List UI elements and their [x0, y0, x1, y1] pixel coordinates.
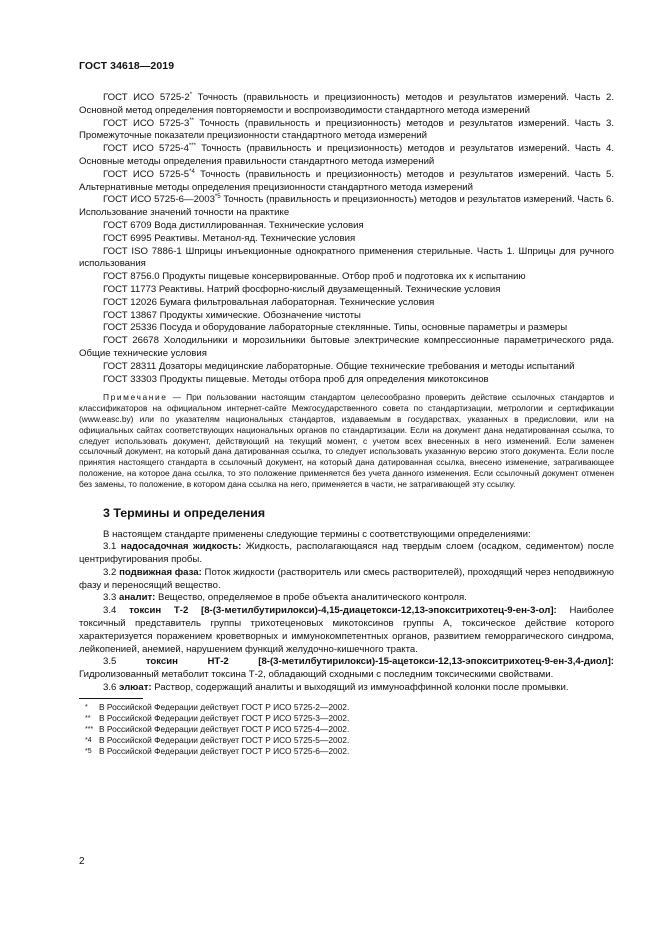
reference-title: Точность (правильность и прецизионность) методов и результатов измерений. Часть 6. Использование значений точности на практике	[79, 194, 614, 219]
reference-title: Дозаторы медицинские лабораторные. Общие технические требования и методы испытаний	[156, 360, 575, 372]
reference-code: ГОСТ 12026	[103, 296, 157, 308]
reference-title: Шприцы инъекционные однократного применения стерильные. Часть 1. Шприцы для ручного использования	[79, 245, 614, 270]
document-body	[79, 92, 614, 757]
reference-code: ГОСТ ИСО 5725-5	[103, 168, 190, 180]
term-number: 3.5	[103, 656, 146, 668]
reference-item	[79, 284, 614, 297]
reference-code: ГОСТ 6709	[103, 219, 152, 231]
reference-title: Продукты химические. Обозначение чистоты	[156, 309, 361, 321]
reference-title: Бумага фильтровальная лабораторная. Технические условия	[156, 296, 435, 308]
footnote-mark: *5	[85, 747, 92, 755]
reference-title: Точность (правильность и прецизионность) методов и результатов измерений. Часть 3. Промежуточные показатели прецизионности стандартного метода измерений	[79, 117, 614, 142]
term-name: аналит:	[119, 592, 156, 604]
term-definition	[79, 592, 614, 605]
footnote	[79, 702, 614, 713]
reference-code: ГОСТ 28311	[103, 360, 157, 372]
term-text: Вещество, определяемое в пробе объекта аналитического контроля.	[155, 592, 467, 604]
reference-title: Точность (правильность и прецизионность) методов и результатов измерений. Часть 4. Основные методы определения правильности стандартного метода измерений	[79, 143, 614, 167]
footnote	[79, 724, 614, 735]
footnote-mark: **	[85, 714, 91, 722]
footnote	[79, 713, 614, 724]
term-number: 3.6	[103, 682, 120, 694]
reference-item	[79, 118, 614, 144]
footnotes-list	[79, 702, 614, 757]
term-name: подвижная фаза:	[119, 566, 202, 578]
section-3-intro: В настоящем стандарте применены следующие термины с соответствующими определениями:	[103, 528, 531, 540]
footnote-text: В Российской Федерации действует ГОСТ Р ИСО 5725-2—2002.	[99, 701, 350, 712]
reference-code: ГОСТ 25336	[103, 322, 157, 334]
term-name: токсин НТ-2 [8-(3-метилбутирилокси)-15-ацетокси-12,13-эпокситрихотец-9-ен-3,4-диол]:	[145, 656, 614, 668]
term-text: Жидкость, располагающаяся над твердым слоем (осадком, седиментом) после центрифугирования пробы.	[79, 541, 614, 566]
term-name: токсин Т-2 [8-(3-метилбутирилокси)-4,15-диацетокси-12,13-эпокситрихотец-9-ен-3-ол]:	[129, 605, 557, 617]
reference-code: ГОСТ ИСО 5725-3	[103, 117, 190, 129]
footnote-text: В Российской Федерации действует ГОСТ Р ИСО 5725-6—2002.	[99, 745, 350, 756]
page-number: 2	[79, 856, 85, 867]
reference-code: ГОСТ ИСО 5725-2	[103, 92, 190, 103]
reference-title: Реактивы. Метанол-яд. Технические условия	[151, 232, 356, 244]
reference-code: ГОСТ ISO 7886-1	[103, 245, 182, 257]
reference-item	[79, 322, 614, 335]
reference-item	[79, 335, 614, 361]
reference-title: Продукты пищевые консервированные. Отбор проб и подготовка их к испытанию	[159, 271, 526, 283]
term-definition	[79, 567, 614, 593]
reference-code: ГОСТ ИСО 5725-6—2003	[103, 194, 215, 206]
reference-footnote-mark: **	[189, 117, 194, 124]
reference-item	[79, 233, 614, 246]
reference-code: ГОСТ 6995	[103, 232, 152, 244]
reference-title: Точность (правильность и прецизионность) методов и результатов измерений. Часть 5. Альтернативные методы определения прецизионности стандартного метода измерений	[79, 168, 614, 193]
reference-item	[79, 271, 614, 284]
reference-title: Точность (правильность и прецизионность) методов и результатов измерений. Часть 2. Основной метод определения повторяемости и воспроизводимости стандартного метода измерений	[79, 92, 614, 116]
term-text: Гидролизованный метаболит токсина Т-2, обладающий сходными с последним токсическими свойствами.	[79, 669, 554, 681]
footnote	[79, 735, 614, 746]
footnote-mark: *	[85, 703, 88, 711]
reference-title: Вода дистиллированная. Технические условия	[151, 219, 364, 231]
reference-item	[79, 143, 614, 169]
reference-title: Продукты пищевые. Методы отбора проб для определения микотоксинов	[156, 373, 489, 385]
reference-title: Посуда и оборудование лабораторные стеклянные. Типы, основные параметры и размеры	[156, 322, 568, 334]
term-text: Наиболее токсичный представитель группы трихотеценовых микотоксинов группы А, токсическое действие которого характеризуется поражением кроветворных и иммунокомпетентных органов, развитием геморрагического синдрома, лейкопенией, анемией, нарушением функций желудочно-кишечного тракта.	[79, 605, 614, 655]
note-label: Примечание	[103, 392, 168, 403]
footnote-mark: ***	[85, 725, 94, 733]
reference-item	[79, 194, 614, 220]
note-text: — При пользовании настоящим стандартом целесообразно проверить действие ссылочных стандартов и классификаторов на официальном интернет-сайте Межгосударственного совета по стандартизации, метрологии и сертификации (www.easc.by) или по указателям национальных стандартов, издаваемым в государствах, указанных в предисловии, или на официальных сайтах соответствующих национальных органов по стандартизации. Если на документ дана недатированная ссылка, то следует использовать документ, действующий на текущий момент, с учетом всех внесенных в него изменений. Если заменен ссылочный документ, на который дана датированная ссылка, то следует использовать указанную версию этого документа. Если после принятия настоящего стандарта в ссылочный документ, на который дана датированная ссылка, внесено изменение, затрагивающее положение, на которое дана ссылка, то это положение применяется без учета данного изменения. Если ссылочный документ отменен без замены, то положение, в котором дана ссылка на него, применяется в части, не затрагивающей эту ссылку.	[79, 392, 614, 489]
reference-footnote-mark: *4	[189, 168, 195, 175]
reference-footnote-mark: *	[189, 92, 193, 98]
term-number: 3.2	[103, 566, 120, 578]
term-number: 3.1	[103, 541, 121, 553]
reference-item	[79, 92, 614, 118]
reference-code: ГОСТ ИСО 5725-4	[103, 143, 189, 155]
normative-references-list	[79, 92, 614, 386]
footnote-divider	[79, 698, 143, 699]
reference-item	[79, 374, 614, 387]
footnote-text: В Российской Федерации действует ГОСТ Р ИСО 5725-4—2002.	[99, 723, 350, 734]
section-3-title: 3 Термины и определения	[103, 505, 266, 520]
reference-title: Холодильники и морозильники бытовые электрические компрессионные параметрического ряда. Общие технические условия	[79, 335, 615, 359]
references-note	[79, 392, 614, 489]
reference-item	[79, 169, 614, 195]
term-definition	[79, 656, 614, 682]
term-definition	[79, 682, 614, 695]
footnote-text: В Российской Федерации действует ГОСТ Р ИСО 5725-5—2002.	[99, 734, 350, 745]
reference-item	[79, 297, 614, 310]
terms-list	[79, 541, 614, 695]
term-name: элюат:	[119, 682, 152, 694]
reference-item	[79, 310, 614, 323]
reference-code: ГОСТ 11773	[103, 283, 157, 295]
reference-item	[79, 220, 614, 233]
footnote-text: В Российской Федерации действует ГОСТ Р ИСО 5725-3—2002.	[99, 712, 350, 723]
term-definition	[79, 541, 614, 567]
reference-code: ГОСТ 8756.0	[103, 271, 160, 283]
reference-item	[79, 361, 614, 374]
term-text: Раствор, содержащий аналиты и выходящий из иммуноаффинной колонки после промывки.	[151, 682, 569, 694]
reference-code: ГОСТ 33303	[103, 373, 157, 385]
document-header: ГОСТ 34618—2019	[79, 60, 175, 72]
reference-code: ГОСТ 13867	[103, 309, 157, 321]
reference-title: Реактивы. Натрий фосфорно-кислый двузамещенный. Технические условия	[156, 283, 501, 295]
reference-footnote-mark: *5	[214, 194, 221, 201]
term-number: 3.4	[103, 605, 130, 617]
reference-item	[79, 246, 614, 272]
reference-code: ГОСТ 26678	[103, 335, 159, 347]
reference-footnote-mark: ***	[188, 143, 196, 150]
footnote-mark: *4	[85, 736, 92, 744]
footnote	[79, 746, 614, 757]
term-text: Поток жидкости (растворитель или смесь растворителей), проходящий через неподвижную фазу и переносящий вещество.	[79, 566, 614, 591]
term-definition	[79, 605, 614, 656]
term-name: надосадочная жидкость:	[120, 541, 242, 553]
term-number: 3.3	[103, 592, 120, 604]
